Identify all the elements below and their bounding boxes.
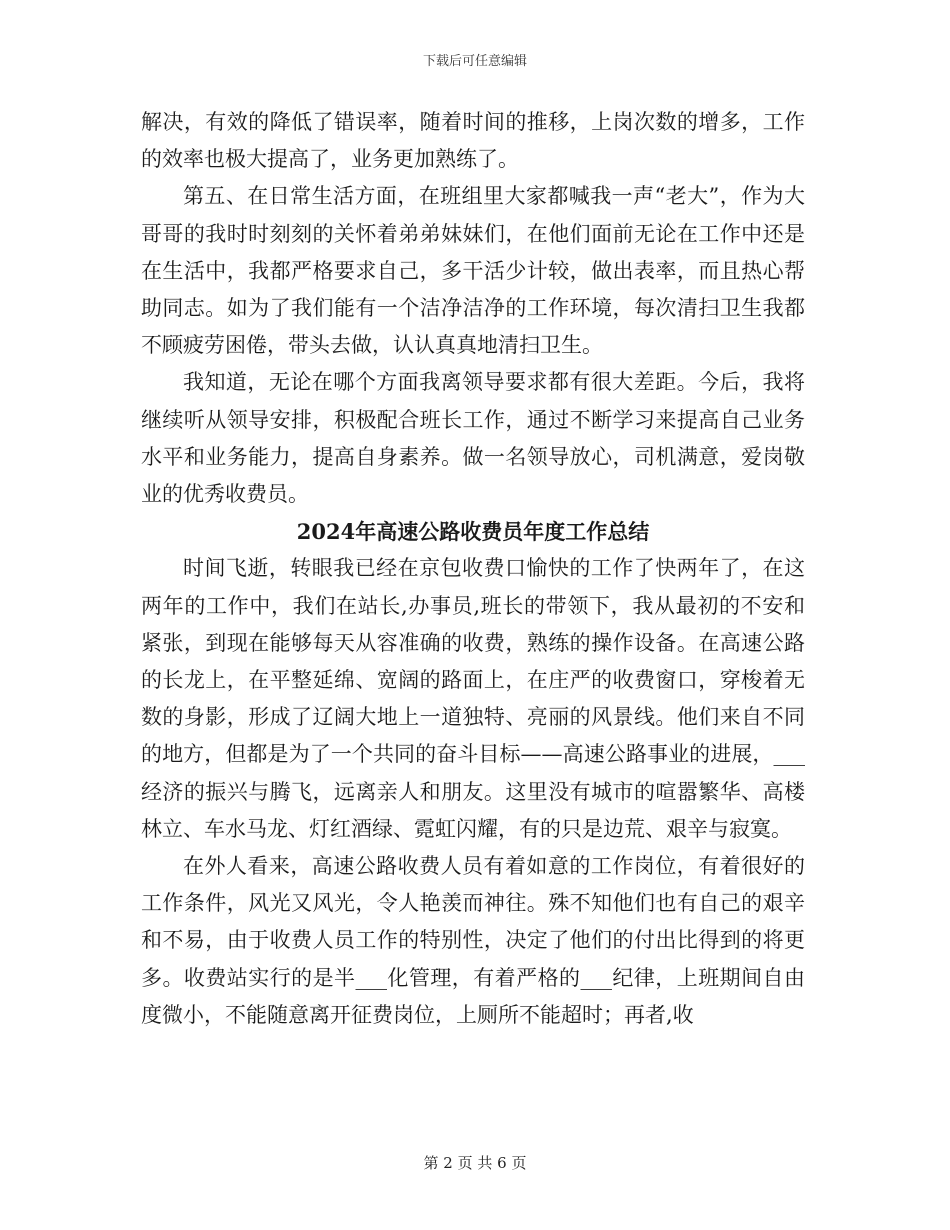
page-footer: 第 2 页 共 6 页 [423, 1154, 527, 1172]
page-header: 下载后可任意编辑 [422, 54, 527, 69]
paragraph-fifth: 第五、在日常生活方面，在班组里大家都喊我一声“老大”，作为大哥哥的我时时刻刻的关怀着弟弟妹妹们，在他们面前无论在工作中还是在生活中，我都严格要求自己，多干活少计较，做出表率，而且热心帮助同志。如为了我们能有一个洁净洁净的工作环境，每次清扫卫生我都不顾疲劳困倦，带头去做，认认真真地清扫卫生。 [141, 184, 805, 358]
document-title: 2024年高速公路收费员年度工作总结 [296, 519, 650, 545]
document-body [141, 104, 805, 1034]
paragraph-outside: 在外人看来，高速公路收费人员有着如意的工作岗位，有着很好的工作条件，风光又风光，令人艳羡而神往。殊不知他们也有自己的艰辛和不易，由于收费人员工作的特别性，决定了他们的付出比得到的将更多。收费站实行的是半___化管理，有着严格的___纪律，上班期间自由度微小，不能随意离开征费岗位，上厕所不能超时；再者,收 [141, 854, 805, 1027]
paragraph-know: 我知道，无论在哪个方面我离领导要求都有很大差距。今后，我将继续听从领导安排，积极配合班长工作，通过不断学习来提高自己业务水平和业务能力，提高自身素养。做一名领导放心，司机满意，爱岗敬业的优秀收费员。 [141, 370, 805, 507]
paragraph-continued: 解决，有效的降低了错误率，随着时间的推移，上岗次数的增多，工作的效率也极大提高了，业务更加熟练了。 [141, 110, 805, 172]
paragraph-time: 时间飞逝，转眼我已经在京包收费口愉快的工作了快两年了，在这两年的工作中，我们在站长,办事员,班长的带领下，我从最初的不安和紧张，到现在能够每天从容准确的收费，熟练的操作设备。在高速公路的长龙上，在平整延绵、宽阔的路面上，在庄严的收费窗口，穿梭着无数的身影，形成了辽阔大地上一道独特、亮丽的风景线。他们来自不同的地方，但都是为了一个共同的奋斗目标——高速公路事业的进展，___经济的振兴与腾飞，远离亲人和朋友。这里没有城市的喧嚣繁华、高楼林立、车水马龙、灯红酒绿、霓虹闪耀，有的只是边荒、艰辛与寂寞。 [141, 556, 805, 841]
